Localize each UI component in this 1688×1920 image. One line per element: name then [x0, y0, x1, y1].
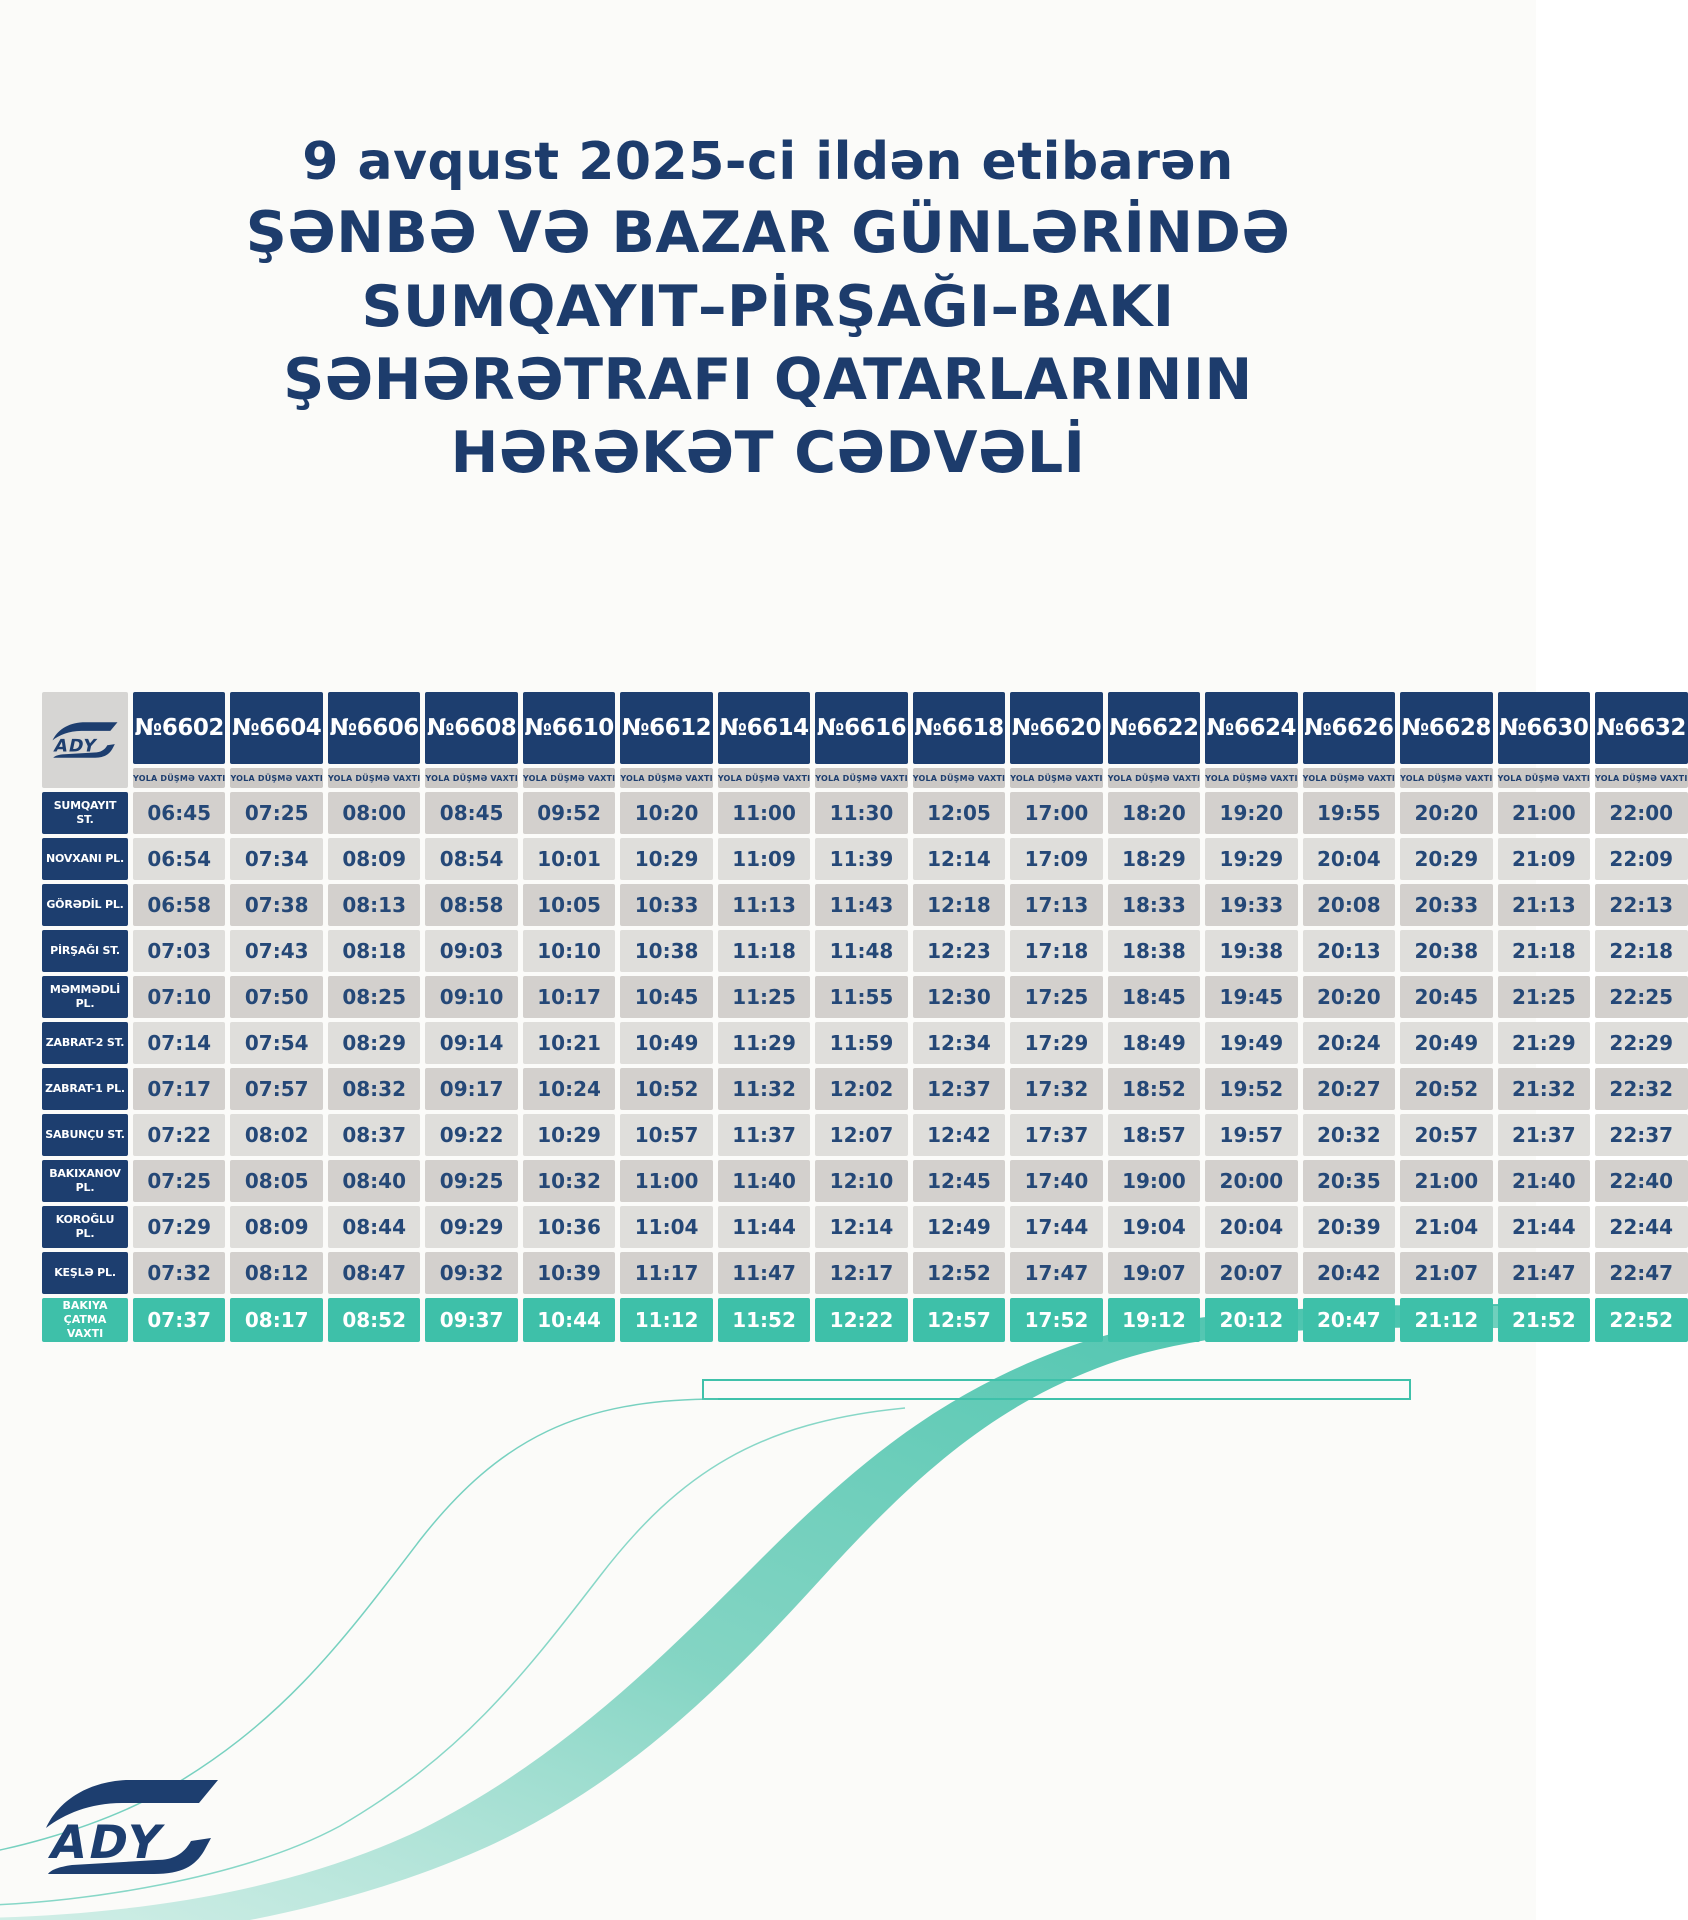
arrival-time-cell: 11:12: [620, 1298, 712, 1342]
time-cell: 22:09: [1595, 838, 1687, 880]
train-number-header: №6606: [328, 692, 420, 764]
time-cell: 12:14: [913, 838, 1005, 880]
time-cell: 20:57: [1400, 1114, 1492, 1156]
train-number-header: №6612: [620, 692, 712, 764]
time-cell: 18:45: [1108, 976, 1200, 1018]
departure-time-label: YOLA DÜŞMƏ VAXTI: [1205, 768, 1297, 788]
departure-time-label: YOLA DÜŞMƏ VAXTI: [1010, 768, 1102, 788]
time-cell: 07:43: [230, 930, 322, 972]
time-cell: 19:07: [1108, 1252, 1200, 1294]
time-cell: 12:23: [913, 930, 1005, 972]
station-cell: MƏMMƏDLİ PL.: [42, 976, 128, 1018]
time-cell: 08:45: [425, 792, 517, 834]
arrival-time-cell: 09:37: [425, 1298, 517, 1342]
time-cell: 12:34: [913, 1022, 1005, 1064]
time-cell: 20:33: [1400, 884, 1492, 926]
time-cell: 21:47: [1498, 1252, 1590, 1294]
time-cell: 08:29: [328, 1022, 420, 1064]
time-cell: 17:00: [1010, 792, 1102, 834]
time-cell: 21:00: [1400, 1160, 1492, 1202]
time-cell: 17:25: [1010, 976, 1102, 1018]
title-days-line: ŞƏNBƏ VƏ BAZAR GÜNLƏRİNDƏ: [245, 200, 1291, 266]
departure-time-label: YOLA DÜŞMƏ VAXTI: [133, 768, 225, 788]
time-cell: 20:35: [1303, 1160, 1395, 1202]
time-cell: 11:40: [718, 1160, 810, 1202]
time-cell: 10:52: [620, 1068, 712, 1110]
time-cell: 22:00: [1595, 792, 1687, 834]
time-cell: 08:32: [328, 1068, 420, 1110]
departure-time-label: YOLA DÜŞMƏ VAXTI: [523, 768, 615, 788]
time-cell: 11:47: [718, 1252, 810, 1294]
table-logo-cell: [42, 692, 128, 788]
title-trains-line: ŞƏHƏRƏTRAFI QATARLARININ: [283, 347, 1253, 413]
time-cell: 08:05: [230, 1160, 322, 1202]
time-cell: 11:37: [718, 1114, 810, 1156]
arrival-time-cell: 11:52: [718, 1298, 810, 1342]
arrival-time-cell: 12:57: [913, 1298, 1005, 1342]
time-cell: 19:57: [1205, 1114, 1297, 1156]
time-cell: 19:52: [1205, 1068, 1297, 1110]
time-cell: 11:09: [718, 838, 810, 880]
time-cell: 17:40: [1010, 1160, 1102, 1202]
time-cell: 20:38: [1400, 930, 1492, 972]
time-cell: 08:13: [328, 884, 420, 926]
time-cell: 22:40: [1595, 1160, 1687, 1202]
time-cell: 08:09: [230, 1206, 322, 1248]
time-cell: 10:32: [523, 1160, 615, 1202]
station-cell: KOROĞLU PL.: [42, 1206, 128, 1248]
time-cell: 22:47: [1595, 1252, 1687, 1294]
time-cell: 07:38: [230, 884, 322, 926]
time-cell: 22:32: [1595, 1068, 1687, 1110]
time-cell: 09:32: [425, 1252, 517, 1294]
time-cell: 12:07: [815, 1114, 907, 1156]
time-cell: 19:45: [1205, 976, 1297, 1018]
time-cell: 20:00: [1205, 1160, 1297, 1202]
arrival-time-cell: 17:52: [1010, 1298, 1102, 1342]
arrival-time-cell: 19:12: [1108, 1298, 1200, 1342]
time-cell: 10:01: [523, 838, 615, 880]
time-cell: 11:25: [718, 976, 810, 1018]
time-cell: 09:10: [425, 976, 517, 1018]
departure-time-label: YOLA DÜŞMƏ VAXTI: [1108, 768, 1200, 788]
time-cell: 08:58: [425, 884, 517, 926]
time-cell: 17:13: [1010, 884, 1102, 926]
time-cell: 08:09: [328, 838, 420, 880]
time-cell: 12:18: [913, 884, 1005, 926]
time-cell: 12:37: [913, 1068, 1005, 1110]
train-number-header: №6620: [1010, 692, 1102, 764]
time-cell: 12:42: [913, 1114, 1005, 1156]
time-cell: 07:25: [230, 792, 322, 834]
time-cell: 12:45: [913, 1160, 1005, 1202]
time-cell: 08:25: [328, 976, 420, 1018]
time-cell: 21:04: [1400, 1206, 1492, 1248]
station-cell: SUMQAYIT ST.: [42, 792, 128, 834]
time-cell: 18:38: [1108, 930, 1200, 972]
wave-band: [0, 1304, 1536, 1920]
time-cell: 11:30: [815, 792, 907, 834]
time-cell: 08:40: [328, 1160, 420, 1202]
train-number-header: №6616: [815, 692, 907, 764]
station-cell: KEŞLƏ PL.: [42, 1252, 128, 1294]
time-cell: 22:25: [1595, 976, 1687, 1018]
ady-logo: [42, 1772, 222, 1882]
time-cell: 09:29: [425, 1206, 517, 1248]
time-cell: 09:52: [523, 792, 615, 834]
station-cell: NOVXANI PL.: [42, 838, 128, 880]
time-cell: 07:25: [133, 1160, 225, 1202]
time-cell: 11:59: [815, 1022, 907, 1064]
departure-time-label: YOLA DÜŞMƏ VAXTI: [1595, 768, 1687, 788]
time-cell: 17:09: [1010, 838, 1102, 880]
departure-time-label: YOLA DÜŞMƏ VAXTI: [328, 768, 420, 788]
time-cell: 08:47: [328, 1252, 420, 1294]
time-cell: 10:17: [523, 976, 615, 1018]
arrival-time-cell: 12:22: [815, 1298, 907, 1342]
time-cell: 09:14: [425, 1022, 517, 1064]
time-cell: 10:24: [523, 1068, 615, 1110]
time-cell: 21:32: [1498, 1068, 1590, 1110]
time-cell: 19:29: [1205, 838, 1297, 880]
departure-time-label: YOLA DÜŞMƏ VAXTI: [1498, 768, 1590, 788]
svg-text:ADY: ADY: [45, 1815, 170, 1869]
arrival-time-cell: 08:52: [328, 1298, 420, 1342]
time-cell: 10:33: [620, 884, 712, 926]
time-cell: 17:18: [1010, 930, 1102, 972]
train-number-header: №6614: [718, 692, 810, 764]
time-cell: 20:52: [1400, 1068, 1492, 1110]
time-cell: 20:04: [1303, 838, 1395, 880]
time-cell: 21:09: [1498, 838, 1590, 880]
time-cell: 12:49: [913, 1206, 1005, 1248]
time-cell: 21:00: [1498, 792, 1590, 834]
departure-time-label: YOLA DÜŞMƏ VAXTI: [815, 768, 907, 788]
station-cell: GÖRƏDİL PL.: [42, 884, 128, 926]
time-cell: 07:54: [230, 1022, 322, 1064]
arrival-time-cell: 21:52: [1498, 1298, 1590, 1342]
time-cell: 22:37: [1595, 1114, 1687, 1156]
time-cell: 12:10: [815, 1160, 907, 1202]
time-cell: 21:07: [1400, 1252, 1492, 1294]
departure-time-label: YOLA DÜŞMƏ VAXTI: [1303, 768, 1395, 788]
station-cell: ZABRAT-1 PL.: [42, 1068, 128, 1110]
time-cell: 18:29: [1108, 838, 1200, 880]
time-cell: 20:07: [1205, 1252, 1297, 1294]
train-number-header: №6630: [1498, 692, 1590, 764]
time-cell: 17:29: [1010, 1022, 1102, 1064]
arrival-station-cell: BAKIYA ÇATMA VAXTI: [42, 1298, 128, 1342]
arrival-time-cell: 10:44: [523, 1298, 615, 1342]
time-cell: 07:03: [133, 930, 225, 972]
departure-time-label: YOLA DÜŞMƏ VAXTI: [230, 768, 322, 788]
time-cell: 20:13: [1303, 930, 1395, 972]
departure-time-label: YOLA DÜŞMƏ VAXTI: [718, 768, 810, 788]
time-cell: 17:47: [1010, 1252, 1102, 1294]
train-number-header: №6602: [133, 692, 225, 764]
time-cell: 19:49: [1205, 1022, 1297, 1064]
time-cell: 20:04: [1205, 1206, 1297, 1248]
time-cell: 21:13: [1498, 884, 1590, 926]
time-cell: 20:49: [1400, 1022, 1492, 1064]
time-cell: 21:29: [1498, 1022, 1590, 1064]
time-cell: 12:52: [913, 1252, 1005, 1294]
departure-time-label: YOLA DÜŞMƏ VAXTI: [425, 768, 517, 788]
station-cell: PİRŞAĞI ST.: [42, 930, 128, 972]
time-cell: 10:21: [523, 1022, 615, 1064]
time-cell: 20:27: [1303, 1068, 1395, 1110]
time-cell: 07:57: [230, 1068, 322, 1110]
station-cell: ZABRAT-2 ST.: [42, 1022, 128, 1064]
train-number-header: №6622: [1108, 692, 1200, 764]
time-cell: 17:44: [1010, 1206, 1102, 1248]
time-cell: 10:29: [620, 838, 712, 880]
time-cell: 11:00: [718, 792, 810, 834]
time-cell: 20:29: [1400, 838, 1492, 880]
time-cell: 18:20: [1108, 792, 1200, 834]
timetable: [42, 692, 1688, 1342]
time-cell: 19:38: [1205, 930, 1297, 972]
time-cell: 20:08: [1303, 884, 1395, 926]
time-cell: 08:12: [230, 1252, 322, 1294]
time-cell: 11:00: [620, 1160, 712, 1202]
time-cell: 10:49: [620, 1022, 712, 1064]
train-number-header: №6624: [1205, 692, 1297, 764]
time-cell: 17:37: [1010, 1114, 1102, 1156]
time-cell: 22:44: [1595, 1206, 1687, 1248]
time-cell: 22:29: [1595, 1022, 1687, 1064]
arrival-time-cell: 20:12: [1205, 1298, 1297, 1342]
time-cell: 22:13: [1595, 884, 1687, 926]
time-cell: 21:37: [1498, 1114, 1590, 1156]
time-cell: 09:17: [425, 1068, 517, 1110]
time-cell: 06:54: [133, 838, 225, 880]
time-cell: 07:29: [133, 1206, 225, 1248]
time-cell: 19:04: [1108, 1206, 1200, 1248]
train-number-header: №6604: [230, 692, 322, 764]
time-cell: 07:32: [133, 1252, 225, 1294]
time-cell: 07:14: [133, 1022, 225, 1064]
time-cell: 18:49: [1108, 1022, 1200, 1064]
time-cell: 21:18: [1498, 930, 1590, 972]
time-cell: 10:45: [620, 976, 712, 1018]
time-cell: 10:20: [620, 792, 712, 834]
title-schedule-line: HƏRƏKƏT CƏDVƏLİ: [450, 420, 1086, 486]
time-cell: 17:32: [1010, 1068, 1102, 1110]
time-cell: 08:00: [328, 792, 420, 834]
time-cell: 09:25: [425, 1160, 517, 1202]
time-cell: 19:33: [1205, 884, 1297, 926]
time-cell: 11:43: [815, 884, 907, 926]
time-cell: 18:57: [1108, 1114, 1200, 1156]
time-cell: 11:17: [620, 1252, 712, 1294]
time-cell: 12:17: [815, 1252, 907, 1294]
time-cell: 08:44: [328, 1206, 420, 1248]
time-cell: 21:44: [1498, 1206, 1590, 1248]
arrival-time-cell: 22:52: [1595, 1298, 1687, 1342]
time-cell: 10:57: [620, 1114, 712, 1156]
time-cell: 20:39: [1303, 1206, 1395, 1248]
time-cell: 19:20: [1205, 792, 1297, 834]
train-number-header: №6626: [1303, 692, 1395, 764]
time-cell: 09:03: [425, 930, 517, 972]
time-cell: 11:55: [815, 976, 907, 1018]
time-cell: 12:14: [815, 1206, 907, 1248]
time-cell: 21:25: [1498, 976, 1590, 1018]
time-cell: 12:30: [913, 976, 1005, 1018]
time-cell: 19:00: [1108, 1160, 1200, 1202]
time-cell: 11:13: [718, 884, 810, 926]
time-cell: 10:39: [523, 1252, 615, 1294]
train-number-header: №6618: [913, 692, 1005, 764]
time-cell: 09:22: [425, 1114, 517, 1156]
time-cell: 12:05: [913, 792, 1005, 834]
time-cell: 11:29: [718, 1022, 810, 1064]
time-cell: 20:42: [1303, 1252, 1395, 1294]
time-cell: 11:44: [718, 1206, 810, 1248]
station-cell: BAKIXANOV PL.: [42, 1160, 128, 1202]
train-number-header: №6632: [1595, 692, 1687, 764]
train-number-header: №6608: [425, 692, 517, 764]
time-cell: 08:18: [328, 930, 420, 972]
ady-logo-icon: [51, 718, 119, 762]
time-cell: 19:55: [1303, 792, 1395, 834]
time-cell: 10:10: [523, 930, 615, 972]
time-cell: 10:29: [523, 1114, 615, 1156]
time-cell: 10:38: [620, 930, 712, 972]
time-cell: 18:33: [1108, 884, 1200, 926]
time-cell: 18:52: [1108, 1068, 1200, 1110]
departure-time-label: YOLA DÜŞMƏ VAXTI: [913, 768, 1005, 788]
title-date-line: 9 avqust 2025-ci ildən etibarən: [302, 132, 1234, 192]
time-cell: 20:45: [1400, 976, 1492, 1018]
departure-time-label: YOLA DÜŞMƏ VAXTI: [620, 768, 712, 788]
time-cell: 20:24: [1303, 1022, 1395, 1064]
time-cell: 07:50: [230, 976, 322, 1018]
time-cell: 06:45: [133, 792, 225, 834]
time-cell: 11:32: [718, 1068, 810, 1110]
time-cell: 12:02: [815, 1068, 907, 1110]
station-cell: SABUNÇU ST.: [42, 1114, 128, 1156]
departure-time-label: YOLA DÜŞMƏ VAXTI: [1400, 768, 1492, 788]
time-cell: 20:32: [1303, 1114, 1395, 1156]
time-cell: 06:58: [133, 884, 225, 926]
time-cell: 07:34: [230, 838, 322, 880]
time-cell: 07:22: [133, 1114, 225, 1156]
arrival-time-cell: 21:12: [1400, 1298, 1492, 1342]
time-cell: 10:05: [523, 884, 615, 926]
time-cell: 22:18: [1595, 930, 1687, 972]
train-number-header: №6610: [523, 692, 615, 764]
svg-text:ADY: ADY: [52, 736, 99, 757]
arrival-time-cell: 20:47: [1303, 1298, 1395, 1342]
arrival-time-cell: 08:17: [230, 1298, 322, 1342]
time-cell: 11:04: [620, 1206, 712, 1248]
time-cell: 10:36: [523, 1206, 615, 1248]
arrival-time-cell: 07:37: [133, 1298, 225, 1342]
time-cell: 07:17: [133, 1068, 225, 1110]
train-number-header: №6628: [1400, 692, 1492, 764]
time-cell: 08:02: [230, 1114, 322, 1156]
time-cell: 20:20: [1303, 976, 1395, 1018]
time-cell: 08:37: [328, 1114, 420, 1156]
time-cell: 11:39: [815, 838, 907, 880]
time-cell: 11:18: [718, 930, 810, 972]
time-cell: 08:54: [425, 838, 517, 880]
time-cell: 11:48: [815, 930, 907, 972]
time-cell: 21:40: [1498, 1160, 1590, 1202]
time-cell: 07:10: [133, 976, 225, 1018]
time-cell: 20:20: [1400, 792, 1492, 834]
title-route-line: SUMQAYIT–PİRŞAĞI–BAKI: [361, 274, 1175, 340]
